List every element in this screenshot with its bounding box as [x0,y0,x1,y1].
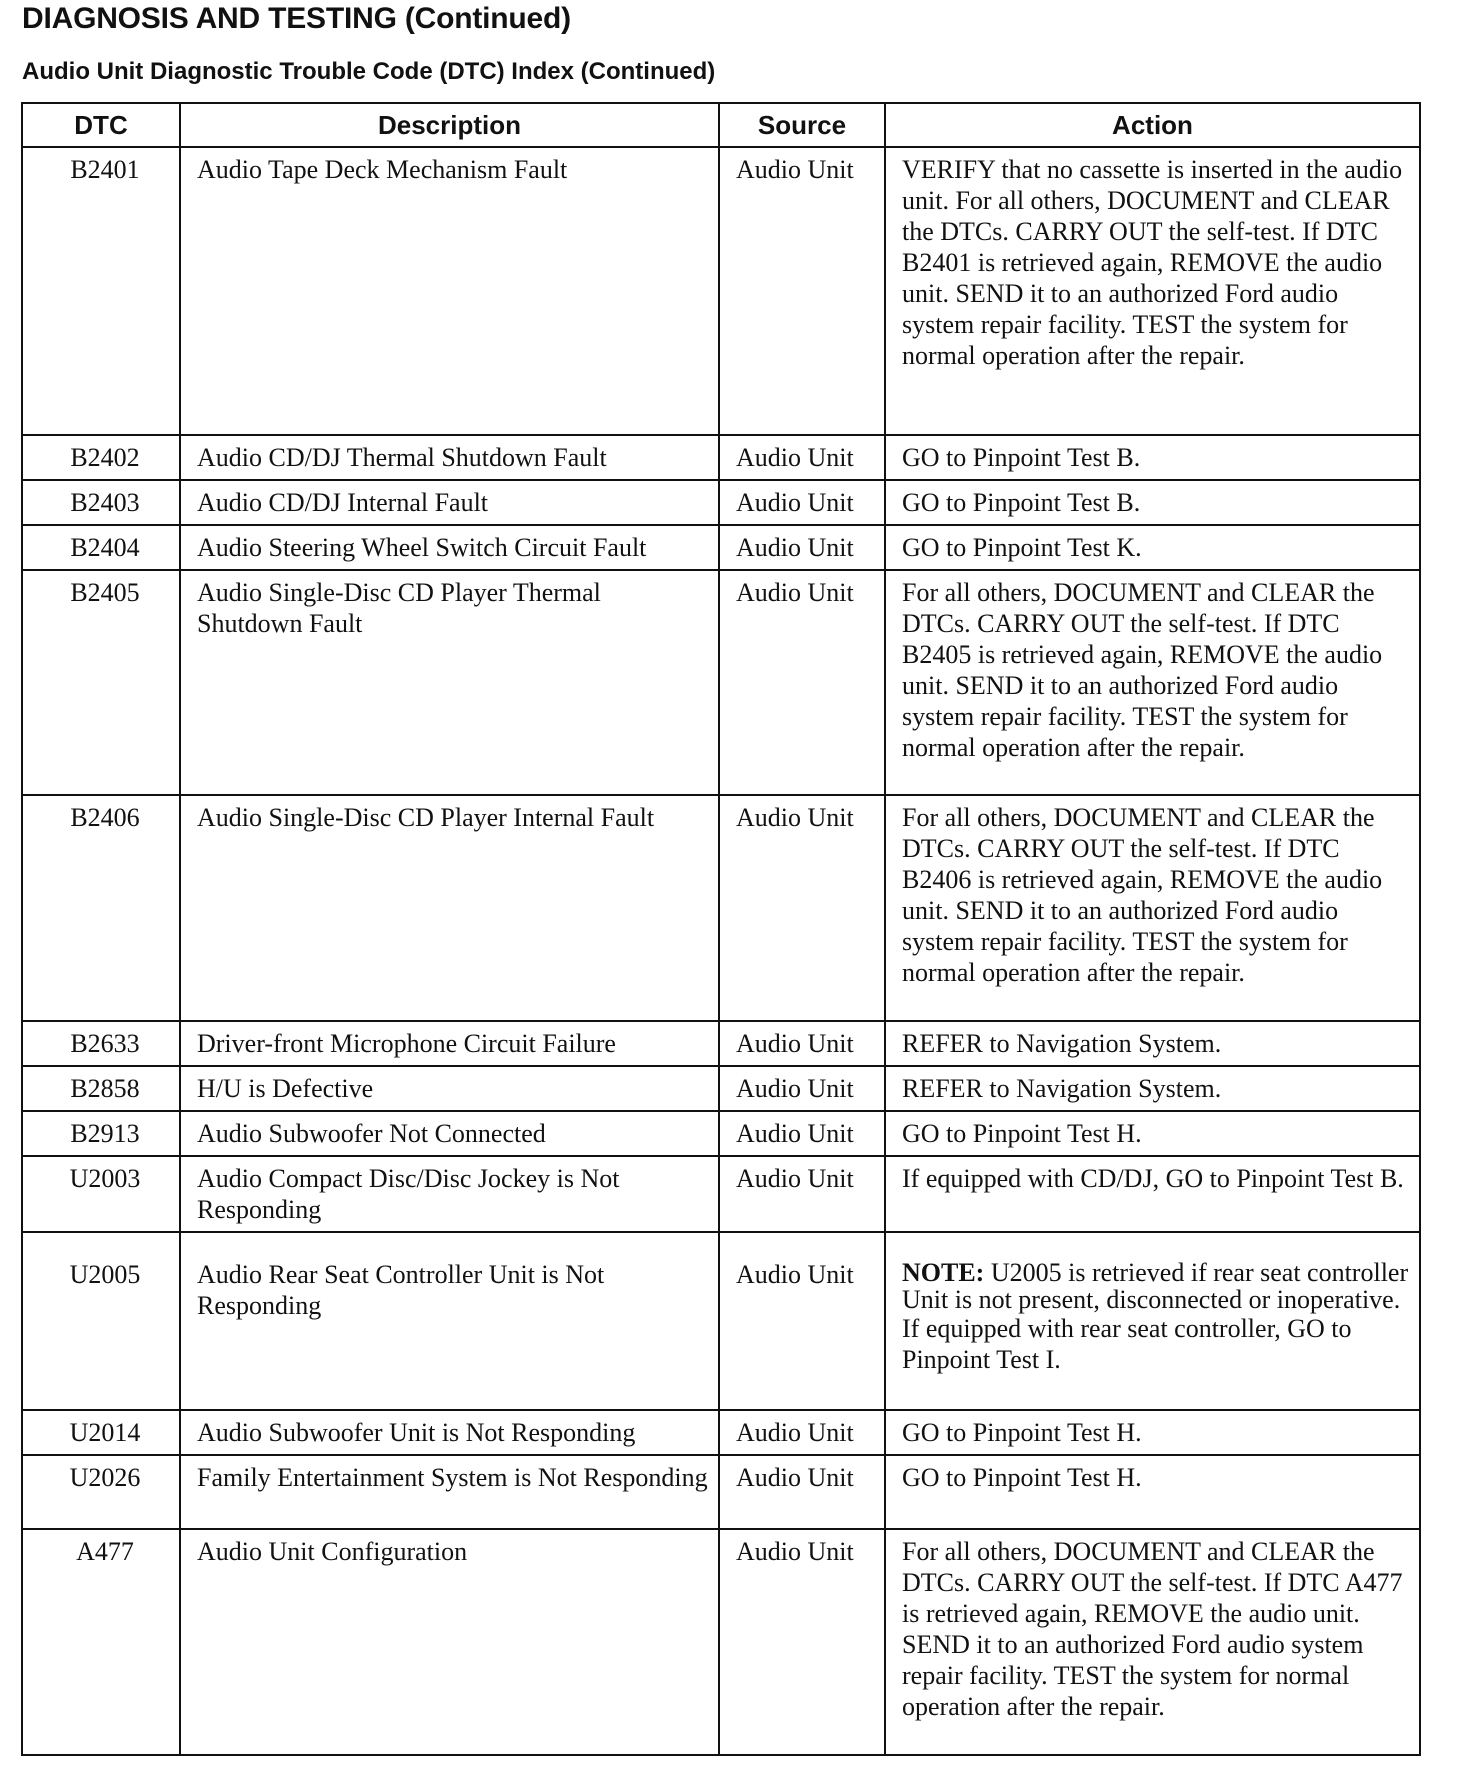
dtc-description: Audio Unit Configuration [180,1529,719,1755]
dtc-source: Audio Unit [719,1066,885,1111]
table-row [22,480,1420,525]
dtc-index-table [21,102,1421,1756]
dtc-description: Audio Steering Wheel Switch Circuit Fault [180,525,719,570]
dtc-description: Audio Tape Deck Mechanism Fault [180,147,719,435]
dtc-description: Audio Single-Disc CD Player Thermal Shutdown Fault [180,570,719,795]
table-row [22,570,1420,795]
dtc-code: U2014 [22,1410,180,1455]
dtc-source: Audio Unit [719,435,885,480]
dtc-code: B2913 [22,1111,180,1156]
dtc-action: REFER to Navigation System. [885,1066,1420,1111]
dtc-description: Audio Rear Seat Controller Unit is Not Responding [180,1232,719,1410]
dtc-description: H/U is Defective [180,1066,719,1111]
dtc-code: U2005 [22,1232,180,1410]
dtc-source: Audio Unit [719,1232,885,1410]
dtc-code: A477 [22,1529,180,1755]
dtc-action [885,1232,1420,1410]
table-row [22,1232,1420,1410]
dtc-description: Driver-front Microphone Circuit Failure [180,1021,719,1066]
dtc-description: Audio CD/DJ Internal Fault [180,480,719,525]
dtc-description: Audio Subwoofer Unit is Not Responding [180,1410,719,1455]
dtc-source: Audio Unit [719,570,885,795]
note-label: NOTE: [902,1258,985,1287]
table-row [22,795,1420,1021]
dtc-code: B2406 [22,795,180,1021]
note-text: U2005 is retrieved if rear seat controller Unit is not present, disconnected or inoperative. [902,1258,1409,1314]
table-title: Audio Unit Diagnostic Trouble Code (DTC) Index (Continued) [22,58,716,85]
dtc-description: Audio Subwoofer Not Connected [180,1111,719,1156]
dtc-description: Family Entertainment System is Not Responding [180,1455,719,1529]
table-row [22,147,1420,435]
dtc-action: GO to Pinpoint Test H. [885,1455,1420,1529]
column-header-dtc: DTC [22,103,180,147]
dtc-code: U2026 [22,1455,180,1529]
dtc-source: Audio Unit [719,147,885,435]
table-row [22,1410,1420,1455]
dtc-action: For all others, DOCUMENT and CLEAR the DTCs. CARRY OUT the self-test. If DTC B2406 is retrieved again, REMOVE the audio unit. SEND it to an authorized Ford audio system repair facility. TEST the system for normal operation after the repair. [885,795,1420,1021]
column-header-action: Action [885,103,1420,147]
dtc-source: Audio Unit [719,1410,885,1455]
table-header-row [22,103,1420,147]
dtc-description: Audio Single-Disc CD Player Internal Fault [180,795,719,1021]
dtc-code: B2401 [22,147,180,435]
dtc-action: GO to Pinpoint Test B. [885,480,1420,525]
dtc-source: Audio Unit [719,1529,885,1755]
dtc-source: Audio Unit [719,1156,885,1232]
dtc-code: B2402 [22,435,180,480]
action-text: If equipped with rear seat controller, GO to Pinpoint Test I. [902,1314,1352,1374]
dtc-action: GO to Pinpoint Test B. [885,435,1420,480]
note [902,1259,1411,1313]
table-row [22,435,1420,480]
table-row [22,1111,1420,1156]
dtc-description: Audio Compact Disc/Disc Jockey is Not Responding [180,1156,719,1232]
dtc-source: Audio Unit [719,795,885,1021]
dtc-source: Audio Unit [719,1111,885,1156]
dtc-code: B2405 [22,570,180,795]
column-header-source: Source [719,103,885,147]
table-row [22,1021,1420,1066]
dtc-action: VERIFY that no cassette is inserted in the audio unit. For all others, DOCUMENT and CLEAR the DTCs. CARRY OUT the self-test. If DTC B2401 is retrieved again, REMOVE the audio unit. SEND it to an authorized Ford audio system repair facility. TEST the system for normal operation after the repair. [885,147,1420,435]
dtc-action: GO to Pinpoint Test H. [885,1111,1420,1156]
dtc-action: REFER to Navigation System. [885,1021,1420,1066]
dtc-action: If equipped with CD/DJ, GO to Pinpoint Test B. [885,1156,1420,1232]
dtc-code: B2403 [22,480,180,525]
dtc-code: U2003 [22,1156,180,1232]
table-row [22,1066,1420,1111]
table-row [22,1529,1420,1755]
dtc-source: Audio Unit [719,1021,885,1066]
dtc-description: Audio CD/DJ Thermal Shutdown Fault [180,435,719,480]
dtc-action: For all others, DOCUMENT and CLEAR the DTCs. CARRY OUT the self-test. If DTC A477 is retrieved again, REMOVE the audio unit. SEND it to an authorized Ford audio system repair facility. TEST the system for normal operation after the repair. [885,1529,1420,1755]
dtc-code: B2404 [22,525,180,570]
table-row [22,1455,1420,1529]
dtc-code: B2633 [22,1021,180,1066]
column-header-description: Description [180,103,719,147]
dtc-action: For all others, DOCUMENT and CLEAR the DTCs. CARRY OUT the self-test. If DTC B2405 is retrieved again, REMOVE the audio unit. SEND it to an authorized Ford audio system repair facility. TEST the system for normal operation after the repair. [885,570,1420,795]
dtc-source: Audio Unit [719,525,885,570]
page-title: DIAGNOSIS AND TESTING (Continued) [22,2,571,35]
dtc-source: Audio Unit [719,1455,885,1529]
dtc-action: GO to Pinpoint Test K. [885,525,1420,570]
table-row [22,525,1420,570]
dtc-code: B2858 [22,1066,180,1111]
dtc-action: GO to Pinpoint Test H. [885,1410,1420,1455]
table-row [22,1156,1420,1232]
dtc-source: Audio Unit [719,480,885,525]
